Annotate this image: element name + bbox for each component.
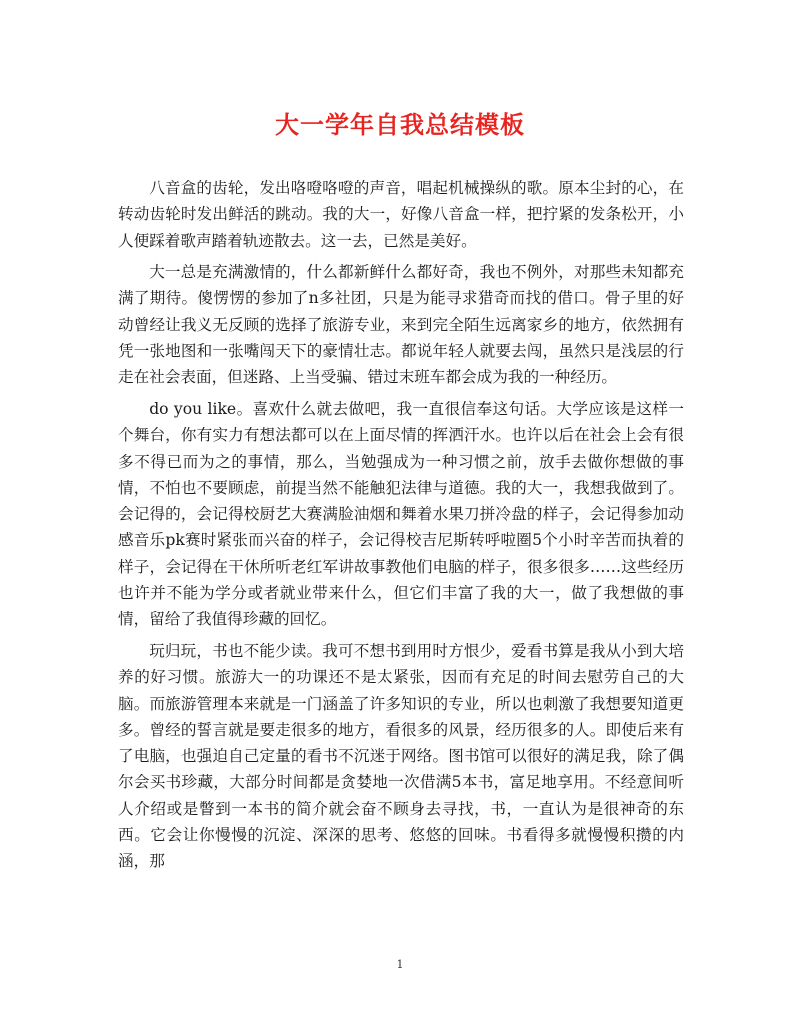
paragraph-1: 八音盒的齿轮，发出咯噔咯噔的声音，唱起机械操纵的歌。原本尘封的心，在转动齿轮时发出鲜活的跳动。我的大一，好像八音盒一样，把拧紧的发条松开，小人便踩着歌声踏着轨迹散去。这一去，已然是美好。: [118, 179, 684, 250]
page-title: 大一学年自我总结模板: [275, 110, 525, 139]
document-body: [118, 175, 684, 880]
paragraph-2: 大一总是充满激情的，什么都新鲜什么都好奇，我也不例外，对那些未知都充满了期待。傻愣愣的参加了n多社团，只是为能寻求猎奇而找的借口。骨子里的好动曾经让我义无反顾的选择了旅游专业，来到完全陌生远离家乡的地方，依然拥有凭一张地图和一张嘴闯天下的豪情壮志。都说年轻人就要去闯，虽然只是浅层的行走在社会表面，但迷路、上当受骗、错过末班车都会成为我的一种经历。: [118, 263, 684, 387]
page-number: 1: [396, 958, 404, 971]
paragraph-4: 玩归玩，书也不能少读。我可不想书到用时方恨少，爱看书算是我从小到大培养的好习惯。旅游大一的功课还不是太紧张，因而有充足的时间去慰劳自己的大脑。而旅游管理本来就是一门涵盖了许多知识的专业，所以也刺激了我想要知道更多。曾经的誓言就是要走很多的地方，看很多的风景，经历很多的人。即使后来有了电脑，也强迫自己定量的看书不沉迷于网络。图书馆可以很好的满足我，除了偶尔会买书珍藏，大部分时间都是贪婪地一次借满5本书，富足地享用。不经意间听人介绍或是瞥到一本书的简介就会奋不顾身去寻找，书，一直认为是很神奇的东西。它会让你慢慢的沉淀、深深的思考、悠悠的回味。书看得多就慢慢积攒的内涵，那: [118, 641, 684, 871]
paragraph-3: do you like。喜欢什么就去做吧，我一直很信奉这句话。大学应该是这样一个舞台，你有实力有想法都可以在上面尽情的挥洒汗水。也许以后在社会上会有很多不得已而为之的事情，那么，当勉强成为一种习惯之前，放手去做你想做的事情，不怕也不要顾虑，前提当然不能触犯法律与道德。我的大一，我想我做到了。会记得的，会记得校厨艺大赛满脸油烟和舞着水果刀拼冷盘的样子，会记得参加动感音乐pk赛时紧张而兴奋的样子，会记得校吉尼斯转呼啦圈5个小时辛苦而执着的样子，会记得在干休所听老红军讲故事教他们电脑的样子，很多很多……这些经历也许并不能为学分或者就业带来什么，但它们丰富了我的大一，做了我想做的事情，留给了我值得珍藏的回忆。: [118, 399, 684, 629]
